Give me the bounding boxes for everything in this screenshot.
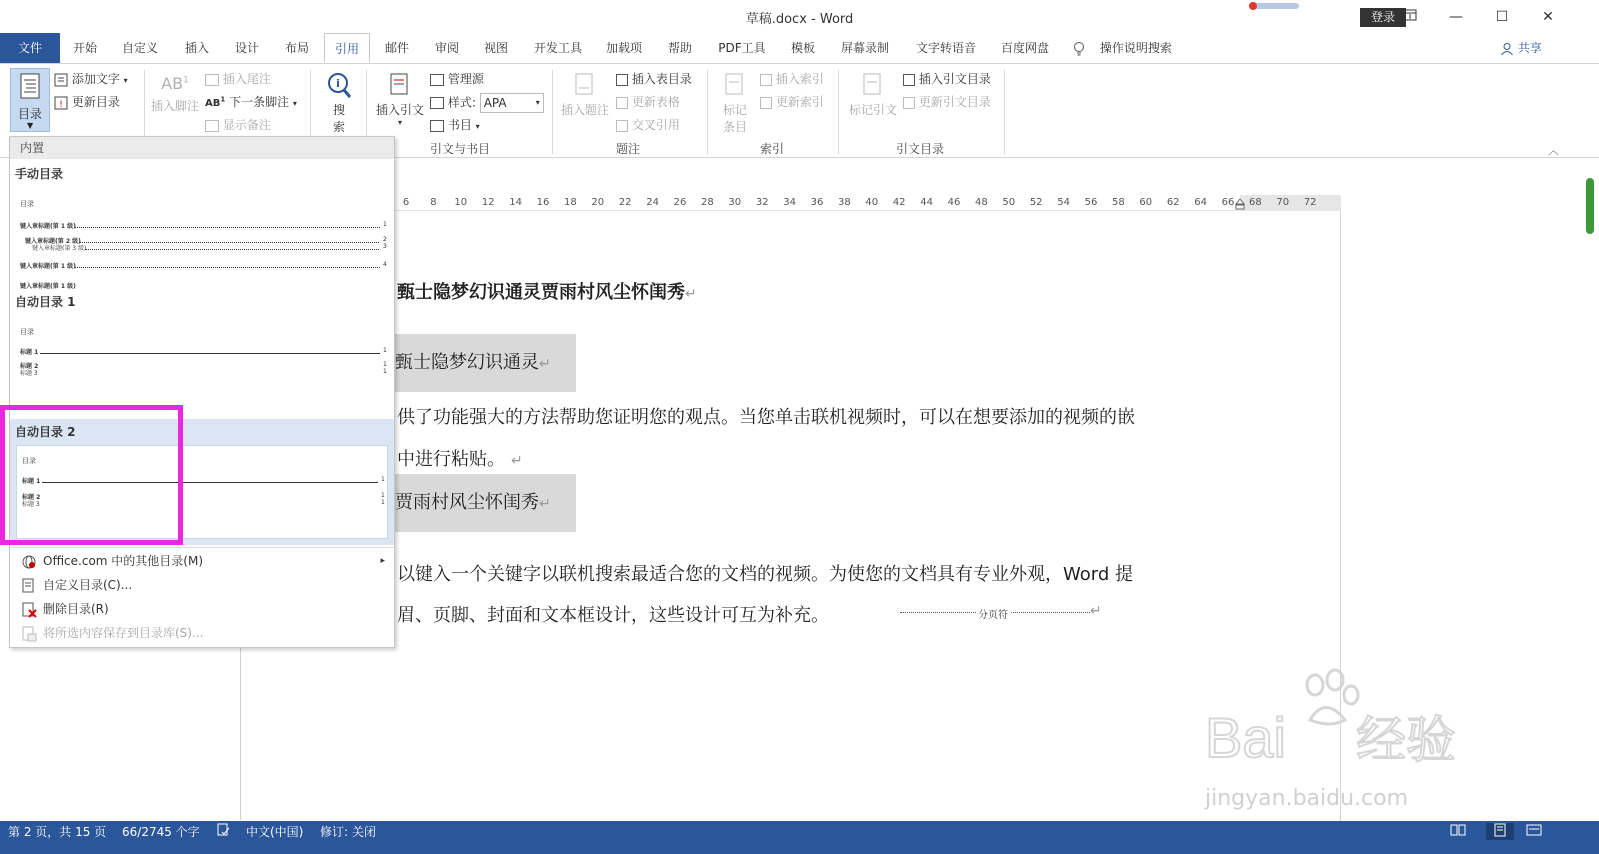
tab-baidu-netdisk[interactable]: 百度网盘 [1000,41,1049,55]
insert-toa-icon [903,74,915,86]
toc-option-manual[interactable] [10,161,394,291]
insert-index-button[interactable] [760,70,824,87]
cross-reference-label: 交叉引用 [631,118,680,132]
mark-citation-label: 标记引文 [848,103,897,117]
indent-marker-icon[interactable] [1235,195,1245,211]
more-office-label: Office.com 中的其他目录(M) [43,554,204,568]
preview-page-num: 1 [383,368,387,375]
ruler-tick-label: 16 [536,197,550,208]
manage-sources-button[interactable] [430,70,484,87]
ribbon-display-options-icon[interactable] [1390,4,1430,30]
search-button[interactable] [322,72,356,135]
tab-mailings[interactable]: 邮件 [384,41,409,55]
preview-page-num: 2 [383,236,387,243]
update-toc-label: 更新目录 [71,95,120,109]
search-icon [326,72,352,98]
tab-view[interactable]: 视图 [483,41,508,55]
toc-label: 目录 [18,107,43,121]
auto-toc-2-label: 自动目录 2 [15,425,76,439]
ruler-tick-label: 54 [1057,197,1070,208]
lightbulb-icon [1072,41,1086,57]
save-to-gallery-icon [21,626,37,642]
mark-entry-button[interactable] [716,72,754,135]
ruler-tick-label: 62 [1166,197,1180,208]
preview-page-num: 1 [381,492,385,499]
insert-toa-button[interactable] [903,70,991,87]
insert-footnote-label: 插入脚注 [150,99,199,113]
ruler-tick-label: 44 [920,197,933,208]
style-value: APA [483,96,507,110]
tab-design[interactable]: 设计 [234,41,259,55]
share-button[interactable] [1500,33,1552,63]
ruler-tick-label: 26 [673,197,687,208]
tell-me-search[interactable] [1072,33,1182,63]
preview-heading: 标题 1 [20,349,39,356]
preview-title: 目录 [20,328,34,336]
update-toa-icon [903,97,915,109]
preview-line: 键入章标题(第 3 级) [32,245,87,252]
cross-reference-button[interactable] [616,116,680,133]
ruler-tick-label: 40 [865,197,879,208]
baidu-jingyan-watermark [1195,660,1495,820]
proofing-icon[interactable] [216,823,230,840]
update-icon [54,96,68,110]
bibliography-icon [430,120,444,132]
return-mark: ↵ [539,356,551,372]
return-mark: ↵ [539,496,551,512]
print-layout-icon[interactable] [1486,823,1514,840]
remove-toc-icon [21,602,37,618]
insert-endnote-button[interactable] [205,70,271,87]
tab-insert[interactable]: 插入 [184,41,209,55]
next-footnote-label: 下一条脚注 [229,95,290,109]
watermark-url: jingyan.baidu.com [1205,786,1409,811]
mark-entry-icon [723,72,747,98]
save-selection-label: 将所选内容保存到目录库(S)... [43,626,204,640]
ruler-tick-label: 36 [810,197,824,208]
minimize-button[interactable]: — [1449,9,1463,25]
next-footnote-icon: $AB^1$ [205,95,226,109]
group-captions-label: 题注 [615,142,640,156]
endnote-icon [205,74,219,86]
paragraph-1b-text: 中进行粘贴。 [397,449,505,470]
preview-line: 键入章标题(第 2 级) [25,238,81,245]
ruler-tick-label: 6 [402,197,410,208]
insert-index-icon [760,74,772,86]
ruler-tick-label: 14 [509,197,522,208]
update-index-button[interactable] [760,93,824,110]
tab-text-to-speech[interactable]: 文字转语音 [915,41,976,55]
insert-caption-button[interactable] [558,72,612,118]
manage-sources-label: 管理源 [447,72,484,86]
person-icon [1500,42,1514,56]
read-mode-icon[interactable] [1450,823,1466,840]
preview-line: 键入章标题(第 1 级) [20,283,76,290]
update-index-icon [760,97,772,109]
record-dot-icon [1249,2,1257,10]
document-paragraph-1b[interactable] [397,445,523,471]
tab-developer[interactable]: 开发工具 [533,41,582,55]
toc-option-auto-1[interactable] [10,291,394,419]
custom-toc-icon [21,578,35,594]
vertical-scrollbar[interactable] [1582,170,1599,820]
ruler-tick-label: 60 [1139,197,1153,208]
update-toc-button[interactable] [54,93,120,110]
group-citations-label: 引文与书目 [429,142,490,156]
preview-heading: 标题 2 [22,494,41,501]
heading-2a-text: 甄士隐梦幻识通灵 [395,352,539,373]
preview-heading: 标题 3 [22,501,40,508]
document-title: 草稿.docx - Word [745,12,854,27]
heading-1-text: 甄士隐梦幻识通灵贾雨村风尘怀闺秀 [397,282,685,303]
update-table-label: 更新表格 [631,95,680,109]
preview-line: 键入章标题(第 1 级) [20,223,76,230]
document-paragraph-2a[interactable]: 以键入一个关键字以联机搜索最适合您的文档的视频。为使您的文档具有专业外观，Word 提 [397,564,1133,585]
preview-heading: 标题 3 [20,370,38,377]
ruler-tick-label: 70 [1276,197,1290,208]
search-label-2: 索 [332,120,345,134]
tab-file[interactable]: 文件 [0,33,60,63]
ruler-tick-label: 10 [454,197,468,208]
heading-2b-text: 贾雨村风尘怀闺秀 [395,492,539,513]
ruler-tick-label: 38 [838,197,851,208]
gallery-section-builtin: 内置 [10,137,394,159]
document-heading-1[interactable] [397,278,697,304]
return-mark: ↵ [685,286,697,302]
cross-reference-icon [616,120,628,132]
ruler-tick-label: 66 [1221,197,1235,208]
mark-entry-label-1: 标记 [722,103,747,117]
chevron-down-icon: ▼ [27,121,34,130]
show-notes-button[interactable] [205,116,271,133]
insert-caption-label: 插入题注 [560,103,609,117]
mark-citation-button[interactable] [846,72,900,118]
return-mark: ↵ [511,453,523,469]
preview-title: 目录 [20,200,34,208]
title-bar [0,0,1599,33]
update-table-button[interactable] [616,93,680,110]
ruler-tick-label: 32 [755,197,769,208]
ruler-tick-label: 46 [947,197,961,208]
toc-icon [19,73,41,99]
ruler-tick-label: 68 [1249,197,1262,208]
document-paragraph-2b[interactable]: 眉、页脚、封面和文本框设计，这些设计可互为补充。 [397,605,829,626]
watermark-brand [1205,700,1456,772]
remove-toc-label: 删除目录(R) [43,602,109,616]
tab-addins[interactable]: 加载项 [605,41,642,55]
track-changes-status[interactable]: 修订: 关闭 [320,825,376,839]
insert-index-label: 插入索引 [775,72,824,86]
tab-review[interactable]: 审阅 [434,41,459,55]
progress-indicator [1249,3,1299,9]
custom-toc-item[interactable] [15,574,391,596]
ruler-tick-label: 52 [1029,197,1043,208]
tab-pdf-tools[interactable]: PDF工具 [718,41,766,55]
more-office-toc-item[interactable] [15,550,391,572]
preview-title: 目录 [22,457,36,465]
ruler-tick-label: 58 [1112,197,1125,208]
ribbon-tab-bar [0,33,1599,63]
preview-heading: 标题 1 [22,478,41,485]
ruler-tick-label: 56 [1084,197,1098,208]
ruler-tick-label: 30 [728,197,742,208]
tab-home[interactable]: 开始 [72,41,97,55]
document-heading-2a[interactable] [395,334,576,392]
ruler-tick-label: 34 [783,197,796,208]
insert-table-of-figures-label: 插入表目录 [631,72,692,86]
annotation-highlight-box [0,405,183,545]
web-layout-icon[interactable] [1526,823,1542,840]
style-dropdown[interactable] [480,93,544,113]
page-break-label: 分页符 [976,606,1010,621]
insert-footnote-button[interactable] [150,74,200,114]
preview-page-num: 1 [383,347,387,354]
insert-toa-label: 插入引文目录 [918,72,991,86]
footnote-icon: $AB^1$ [161,74,189,93]
preview-page-num: 4 [383,261,387,268]
update-table-icon [616,97,628,109]
update-toa-label: 更新引文目录 [918,95,991,109]
status-bar [0,821,1599,854]
style-icon [430,97,444,109]
watermark-brand-text-2: 经验 [1355,712,1456,768]
tab-screen-record[interactable]: 屏幕录制 [840,41,889,55]
ruler-tick-label: 8 [430,197,437,208]
save-selection-item[interactable] [15,622,391,644]
insert-citation-icon [388,72,412,98]
ruler-tick-label: 48 [975,197,988,208]
manage-sources-icon [430,74,444,86]
preview-heading: 标题 2 [20,363,39,370]
custom-toc-label: 自定义目录(C)... [43,578,133,592]
document-heading-2b[interactable] [395,474,576,532]
ruler-tick-label: 28 [701,197,714,208]
close-button[interactable]: ✕ [1542,9,1554,25]
ruler-tick-label: 50 [1002,197,1016,208]
tab-templates[interactable]: 模板 [790,41,815,55]
tab-layout[interactable]: 布局 [284,41,309,55]
update-index-label: 更新索引 [775,95,824,109]
language-indicator[interactable]: 中文(中国) [246,825,304,839]
ruler-tick-label: 72 [1303,197,1317,208]
chevron-down-icon: ▾ [535,98,540,107]
preview-page-num: 1 [381,476,385,483]
page-count[interactable]: 第 2 页，共 15 页 [8,825,107,839]
svg-text:i: i [336,77,340,90]
insert-citation-button[interactable]: 插入引文 ▾ [373,72,427,127]
show-notes-icon [205,120,219,132]
mark-citation-icon [861,72,885,98]
preview-page-num: 1 [383,361,387,368]
preview-page-num: 3 [383,243,387,250]
remove-toc-item[interactable] [15,598,391,620]
insert-caption-icon [573,72,597,98]
ruler-tick-label: 64 [1194,197,1207,208]
mark-entry-label-2: 条目 [722,120,747,134]
svg-text:!: ! [59,99,63,110]
bibliography-button[interactable]: 书目 ▾ [430,116,480,133]
tab-references[interactable]: 引用 [324,33,370,63]
show-notes-label: 显示备注 [222,118,271,132]
style-selector [430,93,544,113]
add-text-icon [54,73,68,87]
ruler-tick-label: 42 [892,197,906,208]
document-paragraph-1a[interactable]: 供了功能强大的方法帮助您证明您的观点。当您单击联机视频时，可以在想要添加的视频的嵌 [397,407,1135,428]
search-label-1: 搜 [332,103,345,117]
insert-citation-label: 插入引文 [375,103,424,117]
auto-toc-1-label: 自动目录 1 [15,295,76,309]
style-label: 样式: [447,95,476,110]
preview-line: 键入章标题(第 1 级) [20,263,76,270]
ruler-tick-label: 12 [481,197,495,208]
ruler-tick-label: 22 [618,197,632,208]
insert-table-of-figures-button[interactable] [616,70,692,87]
preview-page-num: 1 [383,221,387,228]
toc-gallery-dropdown [9,136,395,648]
manual-toc-label: 手动目录 [15,167,64,181]
bibliography-label: 书目 [447,118,472,132]
watermark-brand-text: Bai [1205,706,1286,769]
share-label: 共享 [1517,41,1542,55]
preview-page-num: 1 [381,499,385,506]
tab-help[interactable]: 帮助 [667,41,692,55]
group-index-label: 索引 [759,142,784,156]
table-of-figures-icon [616,74,628,86]
ruler-tick-label: 20 [591,197,605,208]
tell-me-label: 操作说明搜索 [1099,41,1172,55]
next-footnote-button[interactable]: $AB^1$ 下一条脚注 ▾ [205,95,297,109]
add-text-button[interactable]: 添加文字 ▾ [54,70,128,87]
login-button[interactable]: 登录 [1360,8,1406,27]
ruler-tick-label: 24 [646,197,659,208]
scroll-thumb[interactable] [1586,178,1594,234]
chevron-right-icon: ▸ [380,556,385,566]
group-toa-label: 引文目录 [895,142,944,156]
add-text-label: 添加文字 [71,72,120,86]
horizontal-ruler[interactable] [395,195,1341,211]
office-globe-icon [21,554,37,570]
insert-endnote-label: 插入尾注 [222,72,271,86]
collapse-ribbon-icon[interactable]: ︿ [1548,144,1559,157]
tab-customize[interactable]: 自定义 [121,41,158,55]
restore-button[interactable]: ☐ [1495,9,1509,25]
update-toa-button[interactable] [903,93,991,110]
word-count[interactable]: 66/2745 个字 [122,825,200,839]
ruler-tick-label: 18 [564,197,577,208]
table-of-contents-button[interactable] [10,68,50,132]
return-mark: ↵ [1090,603,1102,619]
page-break-marker [900,603,1102,621]
